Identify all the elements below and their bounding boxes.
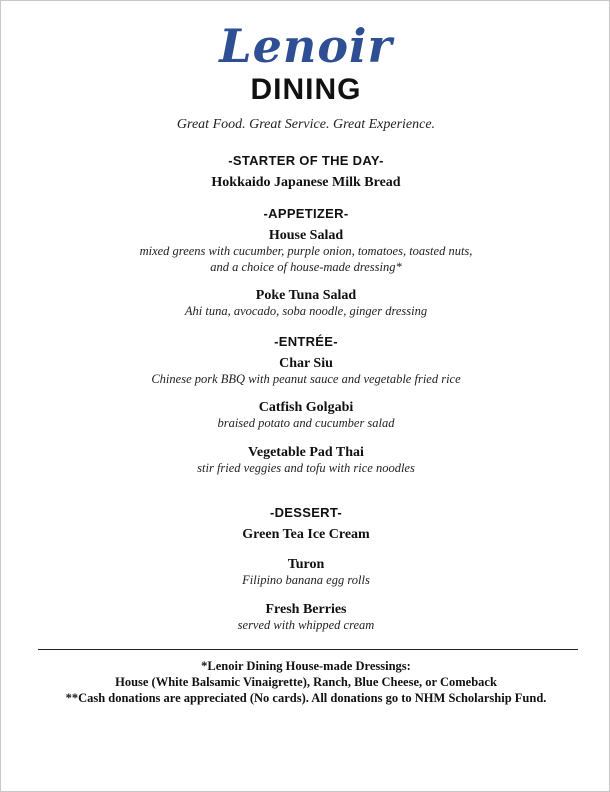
logo-dining-text: DINING (250, 73, 362, 106)
menu-item-description: Chinese pork BBQ with peanut sauce and vegetable fried rice (151, 372, 461, 386)
logo-script-text: Lenoir (219, 19, 393, 73)
menu-item-name: Turon (287, 557, 325, 572)
footer-dressings-list: House (White Balsamic Vinaigrette), Ranch, Blue Cheese, or Comeback (115, 675, 497, 689)
menu-item-description: mixed greens with cucumber, purple onion, tomatoes, toasted nuts, (139, 244, 473, 258)
section-heading-appetizer: -APPETIZER- (263, 206, 349, 221)
footer-donations-note: **Cash donations are appreciated (No cards). All donations go to NHM Scholarship Fund. (65, 691, 547, 705)
menu-item-name: Char Siu (279, 356, 333, 371)
tagline: Great Food. Great Service. Great Experience. (176, 117, 436, 132)
section-heading-starter: -STARTER OF THE DAY- (228, 153, 384, 168)
menu-item-description: and a choice of house-made dressing* (210, 260, 402, 274)
menu-item-name: Green Tea Ice Cream (242, 527, 370, 542)
menu-item-description: Ahi tuna, avocado, soba noodle, ginger dressing (184, 304, 428, 318)
footer-dressings-title: *Lenoir Dining House-made Dressings: (201, 659, 411, 673)
section-heading-entree: -ENTRÉE- (274, 334, 338, 349)
menu-item-name: Catfish Golgabi (258, 400, 354, 415)
menu-item-description: Filipino banana egg rolls (242, 573, 370, 587)
menu-item-name: House Salad (268, 228, 344, 243)
menu-item-name: Hokkaido Japanese Milk Bread (211, 175, 401, 190)
menu-item-name: Poke Tuna Salad (255, 288, 357, 303)
menu-item-name: Fresh Berries (265, 602, 347, 617)
menu-item-name: Vegetable Pad Thai (248, 445, 364, 460)
menu-item-description: stir fried veggies and tofu with rice noodles (197, 461, 415, 475)
section-heading-dessert: -DESSERT- (269, 505, 343, 520)
footer-divider (38, 649, 578, 650)
menu-item-description: served with whipped cream (237, 618, 375, 632)
menu-item-description: braised potato and cucumber salad (217, 416, 395, 430)
